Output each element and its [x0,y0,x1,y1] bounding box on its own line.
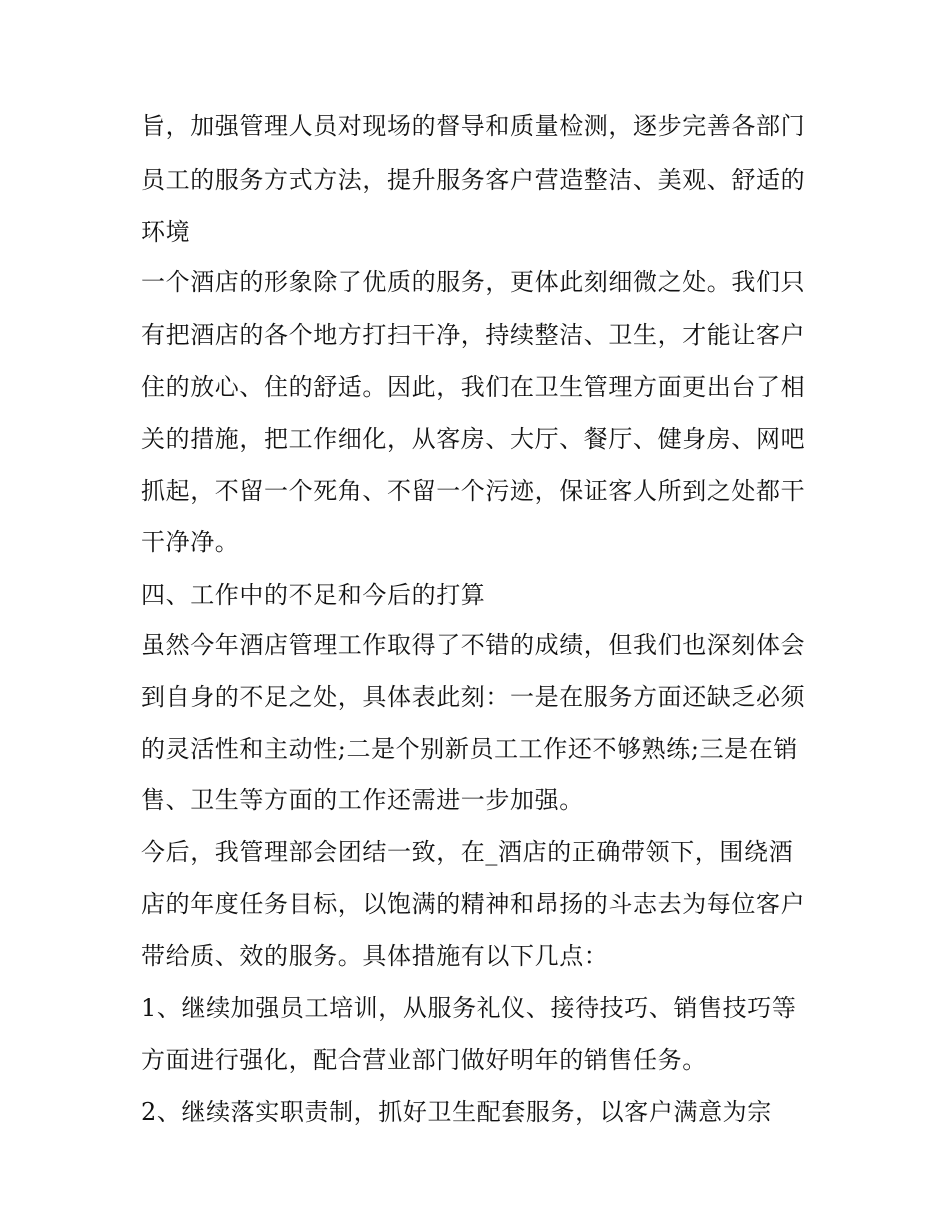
text-line: 店的年度任务目标，以饱满的精神和昂扬的斗志去为每位客户 [141,890,806,918]
text-line: 员工的服务方式方法，提升服务客户营造整洁、美观、舒适的 [141,166,806,194]
text-line: 今后，我管理部会团结一致，在_酒店的正确带领下，围绕酒 [141,838,794,866]
text-line: 抓起，不留一个死角、不留一个污迹，保证客人所到之处都干 [141,477,806,505]
text-line: 的灵活性和主动性;二是个别新员工工作还不够熟练;三是在销 [141,735,798,763]
text-line: 带给质、效的服务。具体措施有以下几点： [141,942,609,970]
text-line: 虽然今年酒店管理工作取得了不错的成绩，但我们也深刻体会 [141,631,806,659]
text-line: 方面进行强化，配合营业部门做好明年的销售任务。 [141,1046,707,1074]
text-line: 到自身的不足之处，具体表此刻：一是在服务方面还缺乏必须 [141,683,806,711]
list-item: 2、继续落实职责制，抓好卫生配套服务，以客户满意为宗 [141,1098,772,1126]
text-line: 有把酒店的各个地方打扫干净，持续整洁、卫生，才能让客户 [141,321,806,349]
list-item: 1、继续加强员工培训，从服务礼仪、接待技巧、销售技巧等 [141,994,797,1022]
text-line: 环境 [141,218,191,246]
text-line: 关的措施，把工作细化，从客房、大厅、餐厅、健身房、网吧 [141,425,806,453]
text-line: 住的放心、住的舒适。因此，我们在卫生管理方面更出台了相 [141,373,806,401]
text-line: 售、卫生等方面的工作还需进一步加强。 [141,786,584,814]
text-line: 一个酒店的形象除了优质的服务，更体此刻细微之处。我们只 [141,268,806,296]
section-heading: 四、工作中的不足和今后的打算 [141,581,486,609]
text-line: 干净净。 [141,528,240,556]
text-line: 旨，加强管理人员对现场的督导和质量检测，逐步完善各部门 [141,112,806,140]
